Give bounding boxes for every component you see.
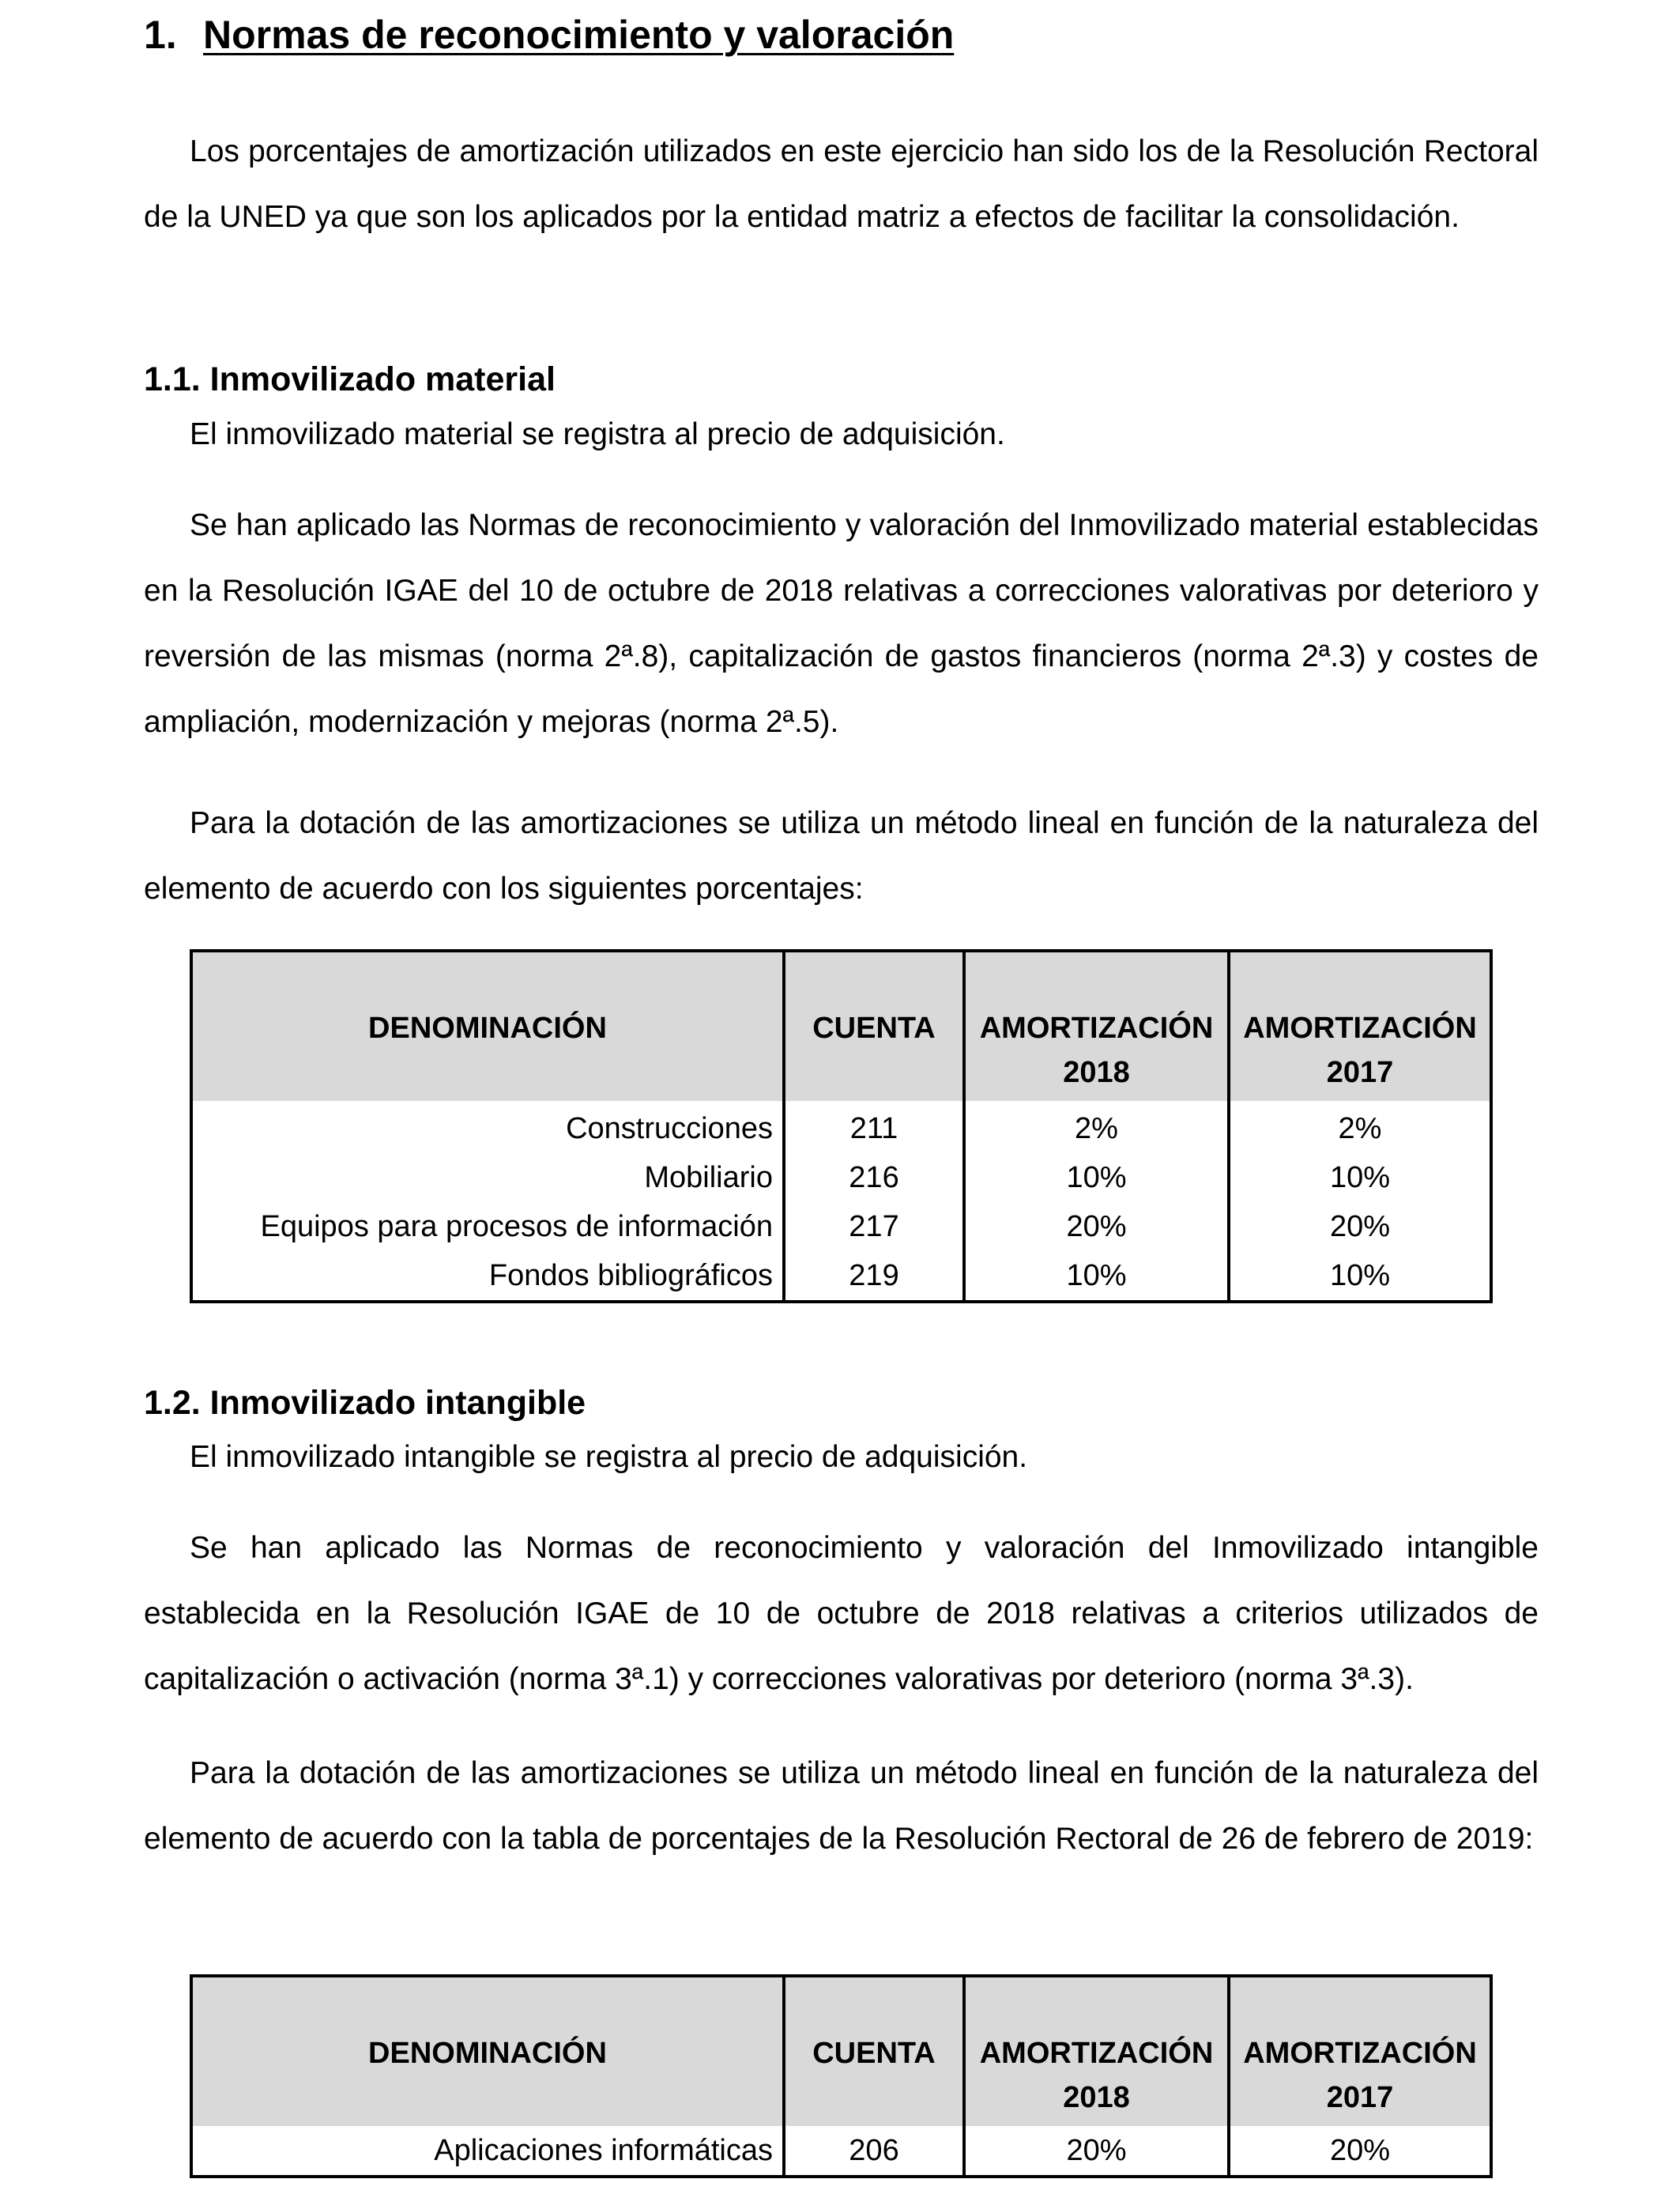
header-denominacion: DENOMINACIÓN xyxy=(191,1976,784,2126)
cell-amortizacion-2017: 20% xyxy=(1229,1202,1491,1251)
header-cuenta: CUENTA xyxy=(784,1976,964,2126)
cell-amortizacion-2017: 10% xyxy=(1229,1153,1491,1202)
material-heading: 1.1. Inmovilizado material xyxy=(144,360,556,398)
header-amortizacion-2018: AMORTIZACIÓN 2018 xyxy=(964,951,1229,1101)
cell-cuenta: 211 xyxy=(784,1101,964,1153)
section-title xyxy=(144,9,954,60)
cell-cuenta: 216 xyxy=(784,1153,964,1202)
cell-amortizacion-2017: 10% xyxy=(1229,1251,1491,1302)
table-row xyxy=(191,1251,1491,1302)
cell-denominacion: Fondos bibliográficos xyxy=(488,1259,773,1292)
cell-amortizacion-2018: 2% xyxy=(964,1101,1229,1153)
cell-amortizacion-2018: 10% xyxy=(964,1153,1229,1202)
cell-cuenta: 206 xyxy=(784,2126,964,2177)
material-line: El inmovilizado material se registra al precio de adquisición. xyxy=(190,417,1005,451)
header-denominacion: DENOMINACIÓN xyxy=(191,951,784,1101)
intro-text: Los porcentajes de amortización utilizados en este ejercicio han sido los de la Resolución Rectoral de la UNED ya que son los aplicados por la entidad matriz a efectos de facilitar la consolidación. xyxy=(144,134,1539,234)
intangible-line: El inmovilizado intangible se registra al precio de adquisición. xyxy=(190,1440,1028,1474)
cell-amortizacion-2018: 20% xyxy=(964,2126,1229,2177)
cell-denominacion: Construcciones xyxy=(566,1112,773,1145)
material-amortization-table xyxy=(190,949,1493,1303)
cell-amortizacion-2017: 20% xyxy=(1229,2126,1491,2177)
material-paragraph-1 xyxy=(144,492,1539,755)
table-row xyxy=(191,1153,1491,1202)
cell-denominacion: Equipos para procesos de información xyxy=(260,1210,773,1243)
cell-cuenta: 217 xyxy=(784,1202,964,1251)
table-row xyxy=(191,2126,1491,2177)
section-number: 1. xyxy=(144,13,177,57)
cell-amortizacion-2018: 20% xyxy=(964,1202,1229,1251)
table-row xyxy=(191,1101,1491,1153)
section-title-text: Normas de reconocimiento y valoración xyxy=(203,13,955,57)
intangible-paragraph-1 xyxy=(144,1515,1539,1712)
table-header-row xyxy=(191,1976,1491,2126)
table-header-row xyxy=(191,951,1491,1101)
material-paragraph-1-text: Se han aplicado las Normas de reconocimiento y valoración del Inmovilizado material establecidas en la Resolución IGAE del 10 de octubre de 2018 relativas a correcciones valorativas por deterioro y reversión de las mismas (norma 2ª.8), capitalización de gastos financieros (norma 2ª.3) y costes de ampliación, modernización y mejoras (norma 2ª.5). xyxy=(144,508,1539,739)
cell-cuenta: 219 xyxy=(784,1251,964,1302)
intangible-paragraph-2 xyxy=(144,1740,1539,1872)
header-amortizacion-2017: AMORTIZACIÓN 2017 xyxy=(1229,1976,1491,2126)
header-amortizacion-2017: AMORTIZACIÓN 2017 xyxy=(1229,951,1491,1101)
intro-paragraph xyxy=(144,119,1539,250)
intangible-heading: 1.2. Inmovilizado intangible xyxy=(144,1384,586,1422)
intangible-amortization-table xyxy=(190,1974,1493,2178)
cell-denominacion: Aplicaciones informáticas xyxy=(434,2134,773,2167)
table-row xyxy=(191,1202,1491,1251)
intangible-paragraph-2-text: Para la dotación de las amortizaciones se utiliza un método lineal en función de la naturaleza del elemento de acuerdo con la tabla de porcentajes de la Resolución Rectoral de 26 de febrero de 2019: xyxy=(144,1756,1539,1856)
intangible-paragraph-1-text: Se han aplicado las Normas de reconocimiento y valoración del Inmovilizado intangible establecida en la Resolución IGAE de 10 de octubre de 2018 relativas a criterios utilizados de capitalización o activación (norma 3ª.1) y correcciones valorativas por deterioro (norma 3ª.3). xyxy=(144,1531,1539,1696)
cell-denominacion: Mobiliario xyxy=(644,1161,773,1194)
header-cuenta: CUENTA xyxy=(784,951,964,1101)
material-paragraph-2 xyxy=(144,790,1539,922)
material-paragraph-2-text: Para la dotación de las amortizaciones se utiliza un método lineal en función de la naturaleza del elemento de acuerdo con los siguientes porcentajes: xyxy=(144,806,1539,906)
cell-amortizacion-2017: 2% xyxy=(1229,1101,1491,1153)
header-amortizacion-2018: AMORTIZACIÓN 2018 xyxy=(964,1976,1229,2126)
cell-amortizacion-2018: 10% xyxy=(964,1251,1229,1302)
